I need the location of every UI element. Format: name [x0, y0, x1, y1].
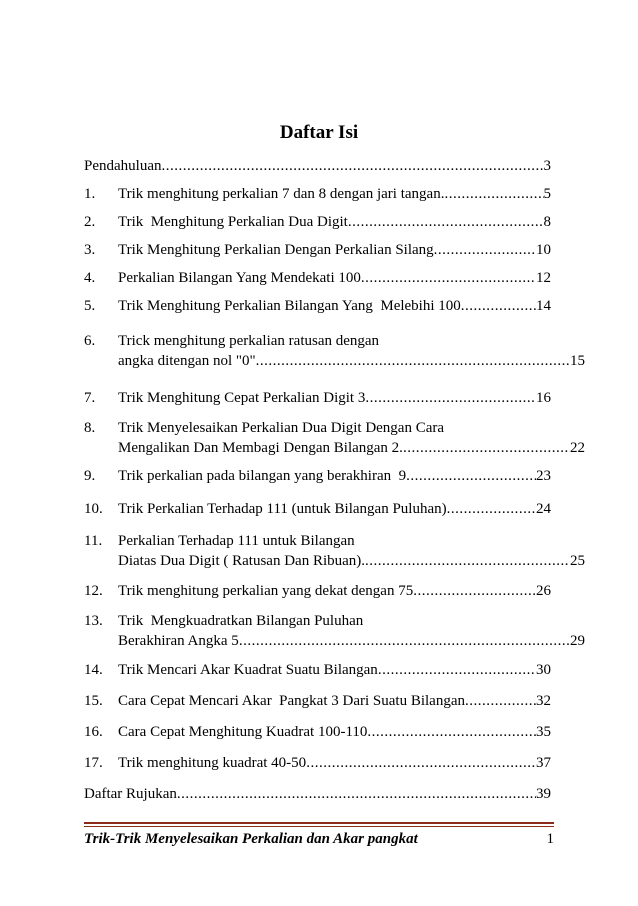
toc-entry-number: 2.: [84, 214, 96, 230]
toc-entry-page: 32: [536, 693, 551, 709]
toc-entry-number: 17.: [84, 755, 103, 771]
toc-entry-page: 25: [570, 553, 585, 569]
page-footer: [84, 829, 554, 849]
toc-leader-dots: [378, 660, 536, 680]
toc-entry-daftar-rujukan: [84, 784, 551, 804]
toc-entry-page: 5: [543, 186, 551, 202]
toc-leader-dots: [413, 581, 536, 601]
footer-rule-thin: [84, 826, 554, 827]
toc-entry-text: Diatas Dua Digit ( Ratusan Dan Ribuan).: [118, 553, 366, 569]
footer-page-number: 1: [546, 831, 554, 847]
toc-entry-number: 16.: [84, 724, 103, 740]
toc-entry-text: Trik perkalian pada bilangan yang berakhiran 9: [118, 468, 407, 484]
toc-entry-3: [84, 240, 551, 260]
toc-entry-text: Pendahuluan: [84, 158, 162, 174]
toc-leader-dots: [348, 212, 544, 232]
toc-entry-page: 16: [536, 390, 551, 406]
toc-entry-14: [84, 660, 551, 680]
toc-leader-dots: [461, 296, 536, 316]
toc-entry-number: 8.: [84, 420, 96, 436]
toc-entry-text-line1: Trik Mengkuadratkan Bilangan Puluhan: [118, 613, 364, 629]
toc-leader-dots: [434, 240, 536, 260]
toc-entry-number: 10.: [84, 501, 103, 517]
toc-entry-number: 3.: [84, 242, 96, 258]
toc-entry-page: 24: [536, 501, 551, 517]
toc-entry-text: Trik menghitung perkalian 7 dan 8 dengan jari tangan.: [118, 186, 445, 202]
toc-entry-number: 11.: [84, 533, 103, 549]
toc-entry-5: [84, 296, 551, 316]
toc-entry-text: Trik Menghitung Cepat Perkalian Digit 3: [118, 390, 366, 406]
toc-entry-number: 7.: [84, 390, 96, 406]
toc-entry-number: 12.: [84, 583, 103, 599]
toc-entry-2: [84, 212, 551, 232]
toc-entry-text: Trik Menghitung Perkalian Dua Digit: [118, 214, 348, 230]
toc-entry-text: Cara Cepat Menghitung Kuadrat 100-110: [118, 724, 368, 740]
toc-entry-page: 29: [570, 633, 585, 649]
toc-entry-text: Perkalian Bilangan Yang Mendekati 100: [118, 270, 361, 286]
toc-leader-dots: [177, 784, 536, 804]
toc-leader-dots: [306, 753, 536, 773]
toc-entry-page: 23: [536, 468, 551, 484]
toc-entry-text: Trik menghitung perkalian yang dekat dengan 75: [118, 583, 414, 599]
toc-entry-text: Trik Menghitung Perkalian Bilangan Yang Melebihi 100: [118, 298, 461, 314]
toc-entry-number: 13.: [84, 613, 103, 629]
toc-entry-page: 15: [570, 353, 585, 369]
toc-entry-number: 9.: [84, 468, 96, 484]
toc-entry-7: [84, 388, 551, 408]
toc-leader-dots: [239, 631, 570, 651]
toc-entry-number: 5.: [84, 298, 96, 314]
toc-entry-pendahuluan: [84, 156, 551, 176]
footer-rule-thick: [84, 822, 554, 824]
toc-leader-dots: [447, 499, 536, 519]
toc-entry-text-line1: Perkalian Terhadap 111 untuk Bilangan: [118, 533, 355, 549]
toc-entry-number: 4.: [84, 270, 96, 286]
toc-entry-text: Cara Cepat Mencari Akar Pangkat 3 Dari Suatu Bilangan: [118, 693, 465, 709]
toc-entry-6: [84, 331, 585, 371]
toc-entry-text: Berakhiran Angka 5: [118, 633, 239, 649]
toc-entry-page: 10: [536, 242, 551, 258]
toc-entry-number: 15.: [84, 693, 103, 709]
toc-entry-page: 12: [536, 270, 551, 286]
toc-entry-page: 37: [536, 755, 551, 771]
toc-entry-8: [84, 418, 585, 458]
page-title: Daftar Isi: [279, 122, 359, 143]
toc-entry-page: 8: [543, 214, 551, 230]
footer-title: Trik-Trik Menyelesaikan Perkalian dan Akar pangkat: [84, 831, 418, 847]
toc-entry-text: Trik Mencari Akar Kuadrat Suatu Bilangan: [118, 662, 378, 678]
toc-entry-15: [84, 691, 551, 711]
toc-entry-number: 6.: [84, 333, 96, 349]
toc-leader-dots: [444, 184, 543, 204]
toc-entry-text: Mengalikan Dan Membagi Dengan Bilangan 2.: [118, 440, 403, 456]
toc-leader-dots: [361, 268, 536, 288]
toc-entry-page: 39: [536, 786, 551, 802]
toc-entry-text: Trik Perkalian Terhadap 111 (untuk Bilangan Puluhan): [118, 501, 447, 517]
toc-entry-text-line1: Trick menghitung perkalian ratusan dengan: [118, 333, 380, 349]
toc-leader-dots: [465, 691, 536, 711]
toc-entry-17: [84, 753, 551, 773]
toc-entry-page: 14: [536, 298, 551, 314]
toc-entry-page: 3: [543, 158, 551, 174]
toc-entry-text: Trik Menghitung Perkalian Dengan Perkalian Silang: [118, 242, 434, 258]
toc-entry-11: [84, 531, 585, 571]
toc-leader-dots: [406, 466, 536, 486]
toc-leader-dots: [367, 722, 536, 742]
toc-leader-dots: [365, 551, 570, 571]
toc-leader-dots: [403, 438, 570, 458]
toc-entry-text: Trik menghitung kuadrat 40-50: [118, 755, 307, 771]
toc-entry-12: [84, 581, 551, 601]
toc-entry-text: angka ditengan nol "0": [118, 353, 256, 369]
toc-entry-10: [84, 499, 551, 519]
toc-entry-9: [84, 466, 551, 486]
toc-entry-1: [84, 184, 551, 204]
toc-entry-text-line1: Trik Menyelesaikan Perkalian Dua Digit Dengan Cara: [118, 420, 445, 436]
toc-leader-dots: [161, 156, 543, 176]
toc-leader-dots: [365, 388, 536, 408]
toc-leader-dots: [256, 351, 570, 371]
toc-entry-13: [84, 611, 585, 651]
toc-entry-number: 1.: [84, 186, 96, 202]
toc-entry-number: 14.: [84, 662, 103, 678]
toc-entry-text: Daftar Rujukan: [84, 786, 177, 802]
toc-entry-page: 30: [536, 662, 551, 678]
toc-entry-page: 35: [536, 724, 551, 740]
toc-entry-4: [84, 268, 551, 288]
toc-entry-16: [84, 722, 551, 742]
toc-entry-page: 26: [536, 583, 551, 599]
toc-entry-page: 22: [570, 440, 585, 456]
